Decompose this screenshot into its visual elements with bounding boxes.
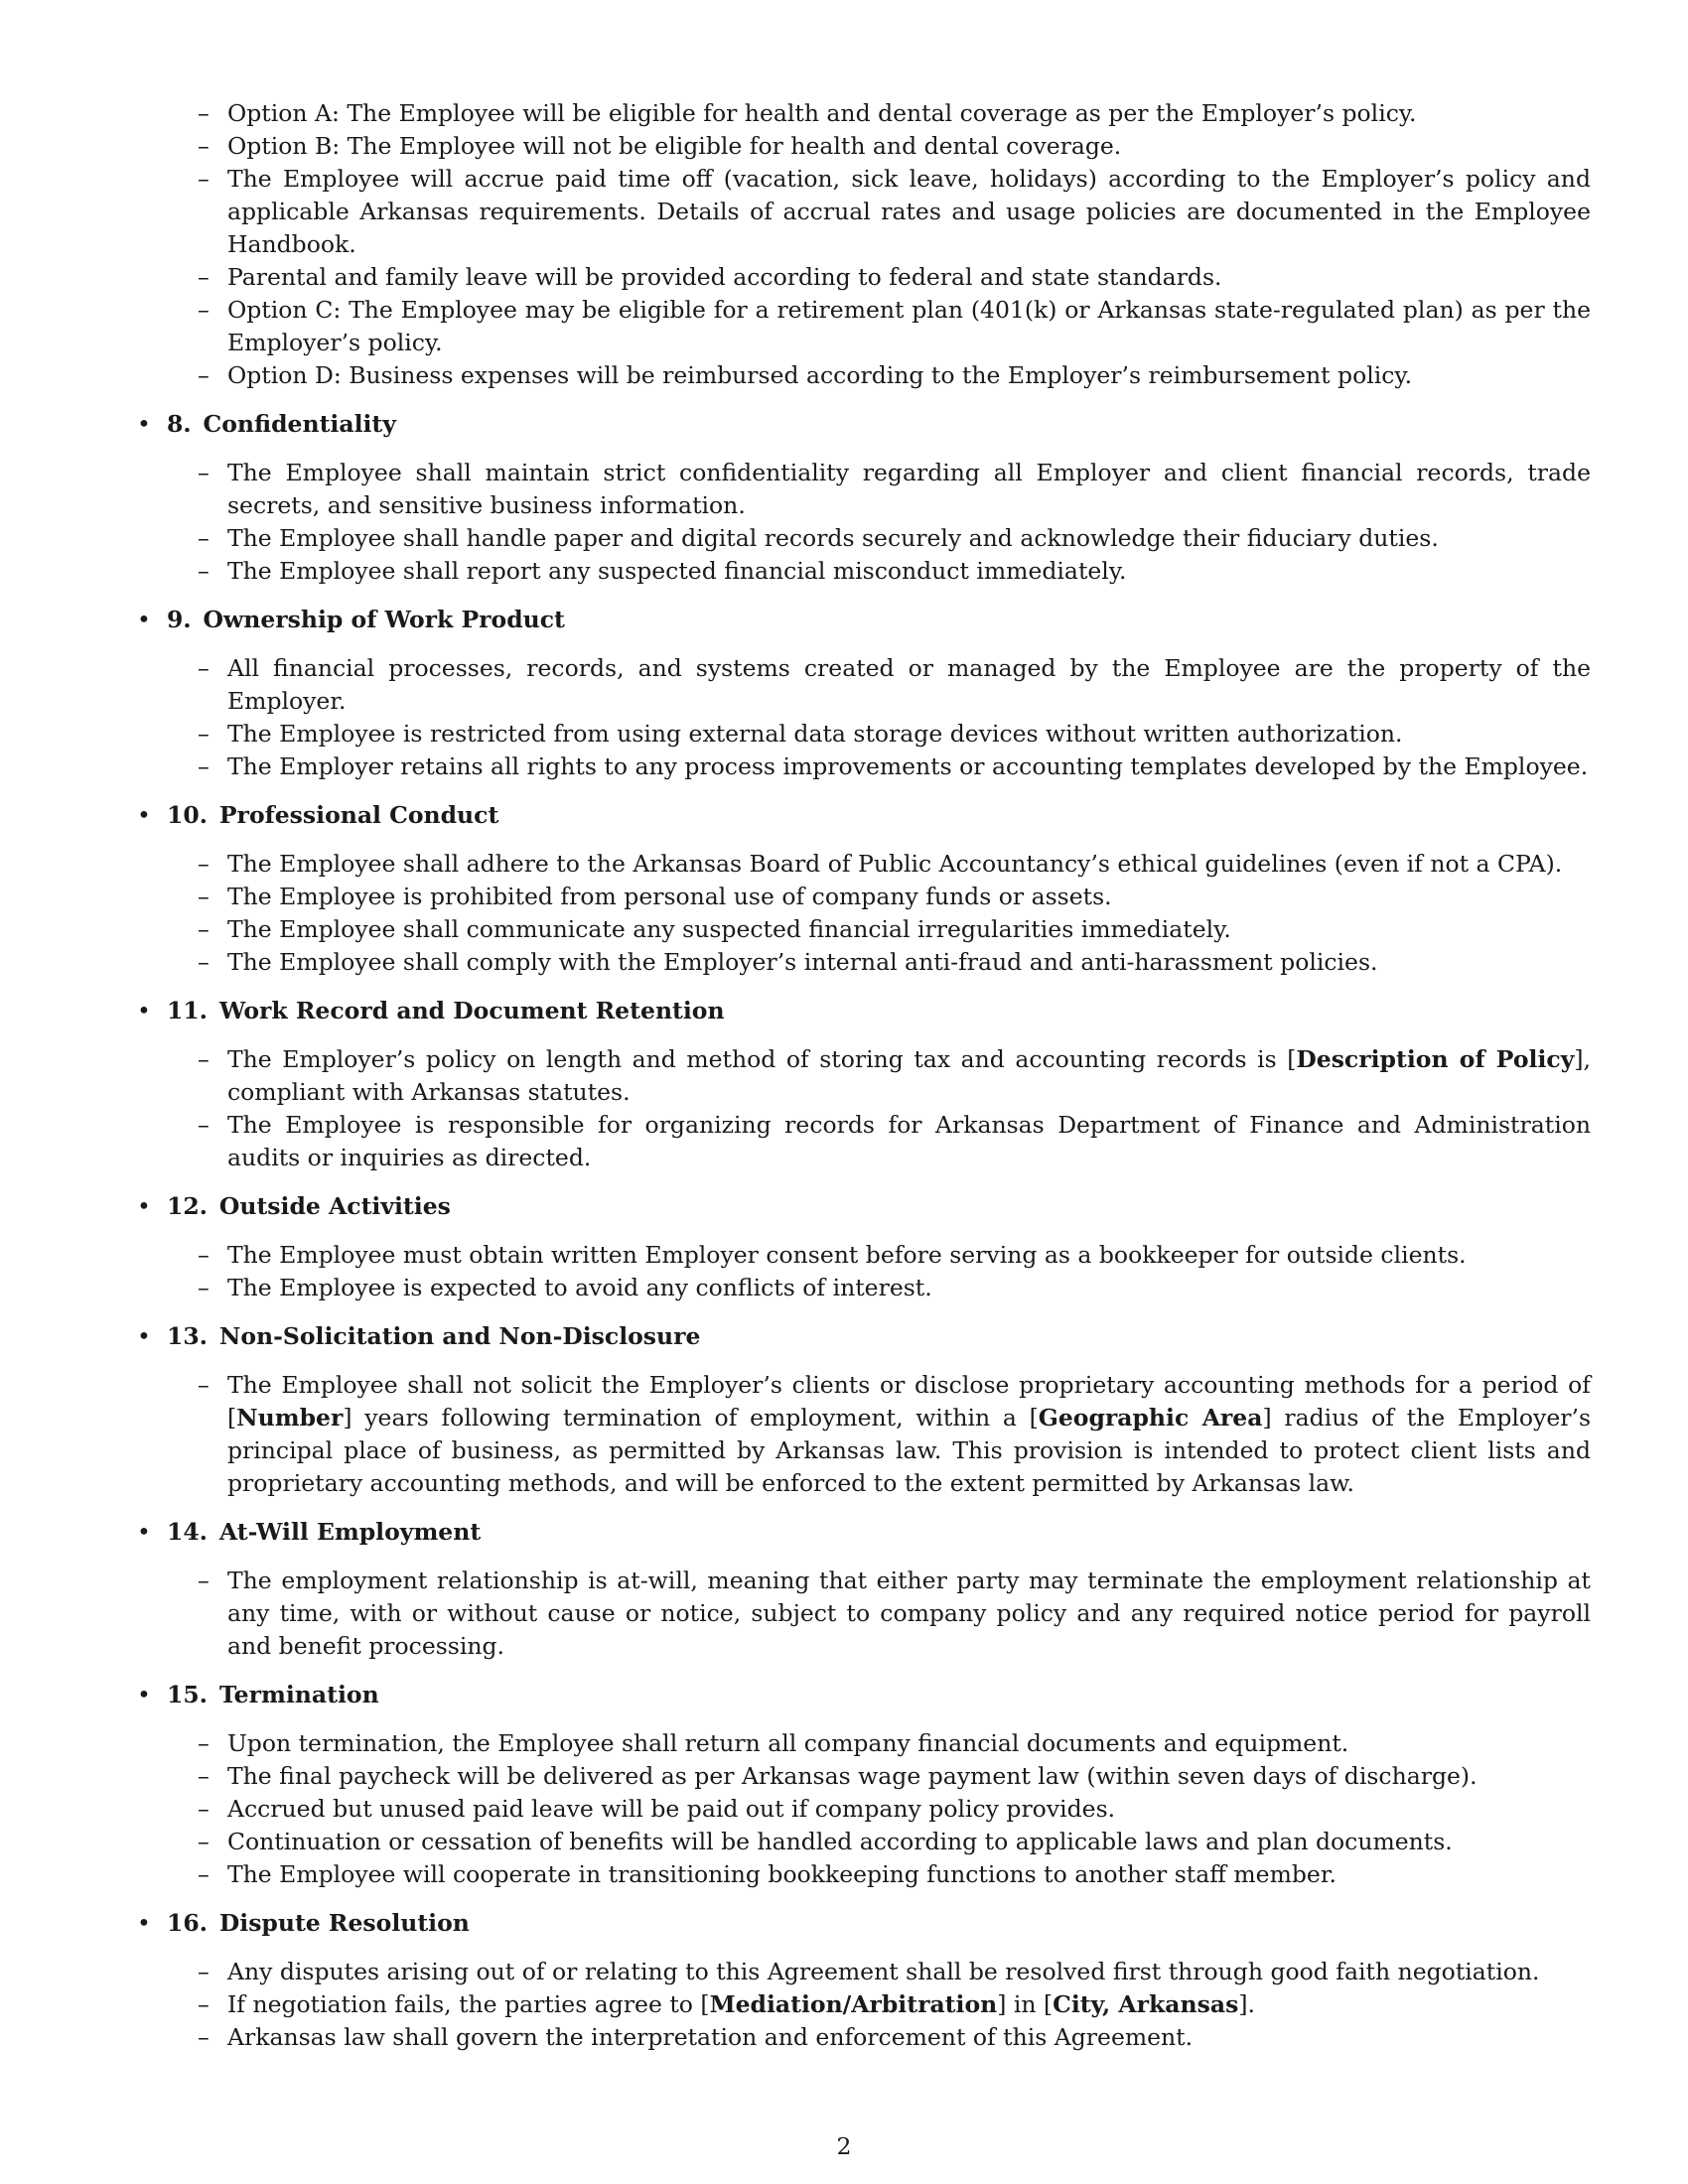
section-sub-list	[137, 1565, 1591, 1663]
section-sub-list	[137, 1956, 1591, 2054]
section-heading	[137, 408, 1591, 441]
section-15	[137, 1679, 1591, 1891]
list-item: – The Employer retains all rights to any process improvements or accounting templates developed by the Employee.	[137, 751, 1591, 783]
list-item: – The Employer’s policy on length and method of storing tax and accounting records is [Description of Policy], compliant with Arkansas statutes.	[137, 1043, 1591, 1109]
section-9	[137, 604, 1591, 783]
page-number: 2	[836, 2132, 852, 2160]
list-item: – Parental and family leave will be provided according to federal and state standards.	[137, 261, 1591, 294]
list-item: – The Employee shall report any suspected financial misconduct immediately.	[137, 555, 1591, 588]
list-item: – Upon termination, the Employee shall return all company financial documents and equipment.	[137, 1727, 1591, 1760]
section-number: 11.	[167, 997, 208, 1024]
section-heading	[137, 1679, 1591, 1711]
section-sub-list	[137, 1727, 1591, 1891]
section-heading	[137, 1907, 1591, 1940]
section-sub-list	[137, 1239, 1591, 1304]
section-16	[137, 1907, 1591, 2054]
placeholder-field: Geographic Area	[1038, 1404, 1263, 1432]
section-12	[137, 1190, 1591, 1304]
section-heading	[137, 1190, 1591, 1223]
placeholder-field: City, Arkansas	[1053, 1990, 1239, 2018]
section-number: 8.	[167, 410, 192, 438]
list-item: – The final paycheck will be delivered as per Arkansas wage payment law (within seven days of discharge).	[137, 1760, 1591, 1793]
section-heading	[137, 604, 1591, 636]
section-number: 14.	[167, 1518, 208, 1546]
list-item: – The Employee will cooperate in transitioning bookkeeping functions to another staff member.	[137, 1858, 1591, 1891]
placeholder-field: Description of Policy	[1296, 1045, 1575, 1073]
section-title: Dispute Resolution	[218, 1909, 470, 1937]
section-title: Professional Conduct	[218, 801, 499, 829]
section-heading	[137, 995, 1591, 1027]
section-number: 12.	[167, 1192, 208, 1220]
section-number: 10.	[167, 801, 208, 829]
intro-sub-list	[137, 97, 1591, 392]
list-item: – Any disputes arising out of or relating to this Agreement shall be resolved first through good faith negotiation.	[137, 1956, 1591, 1988]
section-sub-list	[137, 457, 1591, 588]
list-item: – The Employee is prohibited from personal use of company funds or assets.	[137, 881, 1591, 913]
list-item: – All financial processes, records, and systems created or managed by the Employee are the property of the Employer.	[137, 652, 1591, 718]
list-item: – The Employee is responsible for organizing records for Arkansas Department of Finance and Administration audits or inquiries as directed.	[137, 1109, 1591, 1174]
list-item: – The Employee is restricted from using external data storage devices without written authorization.	[137, 718, 1591, 751]
list-item: – Option A: The Employee will be eligible for health and dental coverage as per the Employer’s policy.	[137, 97, 1591, 130]
list-item: – The Employee shall handle paper and digital records securely and acknowledge their fiduciary duties.	[137, 522, 1591, 555]
section-13	[137, 1320, 1591, 1500]
document-body	[137, 97, 1591, 2054]
placeholder-field: Mediation/Arbitration	[709, 1990, 998, 2018]
section-sub-list	[137, 1369, 1591, 1500]
section-8	[137, 408, 1591, 588]
section-number: 15.	[167, 1681, 208, 1708]
list-item: – The Employee shall comply with the Employer’s internal anti-fraud and anti-harassment policies.	[137, 946, 1591, 979]
section-heading	[137, 1320, 1591, 1353]
list-item: – The employment relationship is at-will, meaning that either party may terminate the employment relationship at any time, with or without cause or notice, subject to company policy and any required notice period for payroll and benefit processing.	[137, 1565, 1591, 1663]
section-title: Outside Activities	[218, 1192, 451, 1220]
section-14	[137, 1516, 1591, 1663]
list-item: – The Employee shall maintain strict confidentiality regarding all Employer and client financial records, trade secrets, and sensitive business information.	[137, 457, 1591, 522]
section-10	[137, 799, 1591, 979]
list-item: – Option D: Business expenses will be reimbursed according to the Employer’s reimbursement policy.	[137, 359, 1591, 392]
sections-container	[137, 408, 1591, 2054]
list-item: – Arkansas law shall govern the interpretation and enforcement of this Agreement.	[137, 2021, 1591, 2054]
list-item: – The Employee must obtain written Employer consent before serving as a bookkeeper for outside clients.	[137, 1239, 1591, 1272]
list-item: – The Employee is expected to avoid any conflicts of interest.	[137, 1272, 1591, 1304]
placeholder-field: Number	[236, 1404, 344, 1432]
list-item: – The Employee will accrue paid time off (vacation, sick leave, holidays) according to the Employer’s policy and applicable Arkansas requirements. Details of accrual rates and usage policies are documented in the Employee Handbook.	[137, 163, 1591, 261]
section-number: 16.	[167, 1909, 208, 1937]
section-title: Work Record and Document Retention	[218, 997, 725, 1024]
section-title: Termination	[218, 1681, 379, 1708]
section-sub-list	[137, 1043, 1591, 1174]
section-number: 13.	[167, 1322, 208, 1350]
list-item: – If negotiation fails, the parties agree to [Mediation/Arbitration] in [City, Arkansas].	[137, 1988, 1591, 2021]
list-item: – Option B: The Employee will not be eligible for health and dental coverage.	[137, 130, 1591, 163]
section-11	[137, 995, 1591, 1174]
section-title: Ownership of Work Product	[203, 606, 565, 633]
section-heading	[137, 799, 1591, 832]
section-title: Confidentiality	[203, 410, 396, 438]
section-title: At-Will Employment	[218, 1518, 482, 1546]
list-item: – The Employee shall adhere to the Arkansas Board of Public Accountancy’s ethical guidelines (even if not a CPA).	[137, 848, 1591, 881]
section-number: 9.	[167, 606, 192, 633]
list-item: – The Employee shall communicate any suspected financial irregularities immediately.	[137, 913, 1591, 946]
section-title: Non-Solicitation and Non-Disclosure	[218, 1322, 701, 1350]
section-sub-list	[137, 652, 1591, 783]
list-item: – Continuation or cessation of benefits will be handled according to applicable laws and plan documents.	[137, 1826, 1591, 1858]
list-item: – Accrued but unused paid leave will be paid out if company policy provides.	[137, 1793, 1591, 1826]
list-item: – Option C: The Employee may be eligible for a retirement plan (401(k) or Arkansas state-regulated plan) as per the Employer’s policy.	[137, 294, 1591, 359]
section-sub-list	[137, 848, 1591, 979]
list-item: – The Employee shall not solicit the Employer’s clients or disclose proprietary accounting methods for a period of [Number] years following termination of employment, within a [Geographic Area] radius of the Employer’s principal place of business, as permitted by Arkansas law. This provision is intended to protect client lists and proprietary accounting methods, and will be enforced to the extent permitted by Arkansas law.	[137, 1369, 1591, 1500]
section-heading	[137, 1516, 1591, 1549]
